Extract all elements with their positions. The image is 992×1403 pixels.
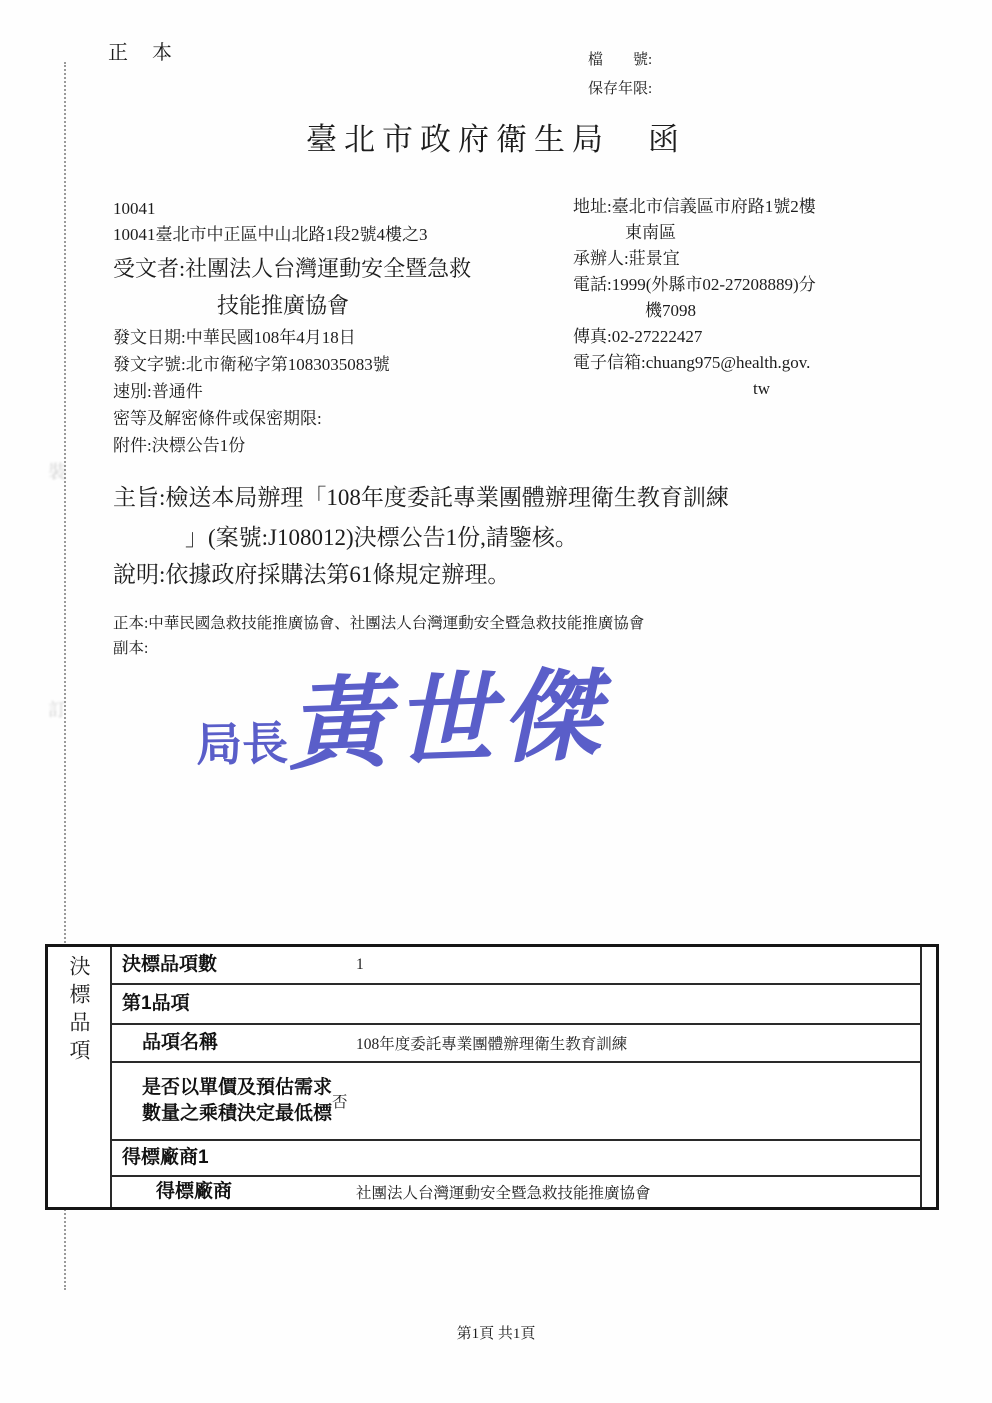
recipient-block xyxy=(113,196,471,322)
agency-email-line2: tw xyxy=(753,379,770,398)
issue-date: 發文日期:中華民國108年4月18日 xyxy=(113,328,356,347)
row-label: 決標品項數 xyxy=(122,954,218,975)
row-value: 108年度委託專業團體辦理衛生教育訓練 xyxy=(356,1036,628,1053)
binding-mark-ding: 訂 xyxy=(48,700,66,720)
priority: 速別:普通件 xyxy=(113,382,203,401)
table-side-cell xyxy=(48,947,110,1207)
table-side-label: 決標品項 xyxy=(67,955,91,1067)
signer-title-stamp: 局長 xyxy=(195,718,289,771)
document-meta-block xyxy=(113,324,390,459)
agency-email-line1: 電子信箱:chuang975@health.gov. xyxy=(573,353,811,372)
row-value: 否 xyxy=(332,1094,348,1111)
original-to-line: 正本:中華民國急救技能推廣協會、社團法人台灣運動安全暨急救技能推廣協會 xyxy=(113,615,645,632)
recipient-address: 10041臺北市中正區中山北路1段2號4樓之3 xyxy=(113,225,428,244)
row-value: 1 xyxy=(356,956,364,973)
copy-type-label: 正 本 xyxy=(108,42,174,64)
agency-phone-line1: 電話:1999(外縣市02-27208889)分 xyxy=(573,275,816,294)
table-rows-wrap xyxy=(110,947,936,1207)
recipient-postal-code: 10041 xyxy=(113,199,156,218)
award-announcement-table xyxy=(45,944,939,1210)
binding-mark-zhuang: 裝 xyxy=(48,462,66,482)
security-level: 密等及解密條件或保密期限: xyxy=(113,409,322,428)
table-section-header xyxy=(112,983,920,1023)
agency-address-line1: 地址:臺北市信義區市府路1號2樓 xyxy=(573,197,816,216)
section-header-label: 得標廠商1 xyxy=(122,1147,209,1168)
table-row xyxy=(112,1023,920,1061)
page-number-footer: 第1頁 共1頁 xyxy=(456,1326,536,1342)
subject-line2: 」(案號:J108012)決標公告1份,請鑒核。 xyxy=(185,525,578,550)
table-rows xyxy=(110,947,922,1207)
recipient-name-line1: 受文者:社團法人台灣運動安全暨急救 xyxy=(113,256,472,281)
agency-fax: 傳真:02-27222427 xyxy=(573,327,703,346)
distribution-block xyxy=(113,611,644,661)
recipient-name-line2: 技能推廣協會 xyxy=(217,293,350,318)
attachment: 附件:決標公告1份 xyxy=(113,436,246,455)
table-row xyxy=(112,1175,920,1207)
section-header-label: 第1品項 xyxy=(122,993,190,1014)
agency-address-line2: 東南區 xyxy=(625,223,676,242)
row-label: 得標廠商 xyxy=(156,1181,233,1202)
copy-to-line: 副本: xyxy=(113,640,149,657)
subject-line1: 主旨:檢送本局辦理「108年度委託專業團體辦理衛生教育訓練 xyxy=(113,485,729,510)
file-number-label: 檔 號: xyxy=(588,52,653,68)
agency-contact-block xyxy=(573,194,816,402)
table-section-header xyxy=(112,1139,920,1175)
subject-block xyxy=(113,478,729,558)
signer-name-stamp: 黃世傑 xyxy=(286,660,608,783)
agency-contact-person: 承辦人:莊景宜 xyxy=(573,249,680,268)
document-title: 臺北市政府衛生局 函 xyxy=(306,122,686,157)
table-row xyxy=(112,1061,920,1139)
explanation-line: 說明:依據政府採購法第61條規定辦理。 xyxy=(113,562,511,587)
agency-phone-line2: 機7098 xyxy=(645,301,696,320)
doc-number: 發文字號:北市衛秘字第1083035083號 xyxy=(113,355,390,374)
retention-period-label: 保存年限: xyxy=(588,81,653,97)
row-value: 社團法人台灣運動安全暨急救技能推廣協會 xyxy=(356,1185,651,1202)
table-row xyxy=(112,947,920,983)
row-label: 是否以單價及預估需求數量之乘積決定最低標 xyxy=(142,1077,333,1124)
row-label: 品項名稱 xyxy=(142,1032,219,1053)
